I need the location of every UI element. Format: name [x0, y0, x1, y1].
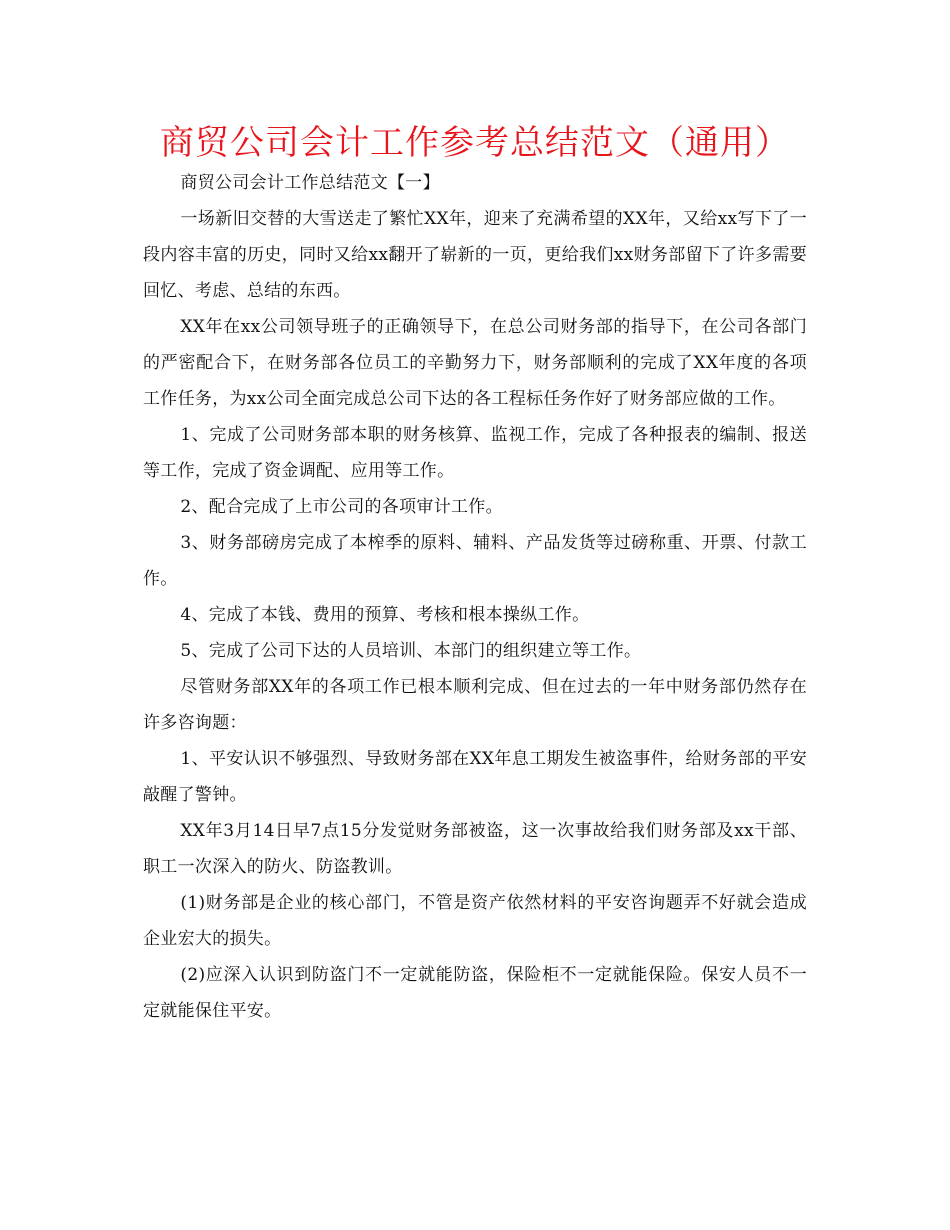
document-body: [143, 165, 807, 1029]
paragraph-item-4: 4、完成了本钱、费用的预算、考核和根本操纵工作。: [180, 605, 590, 625]
paragraph-summary: XX年在xx公司领导班子的正确领导下，在总公司财务部的指导下，在公司各部门的严密配合下，在财务部各位员工的辛勤努力下，财务部顺利的完成了XX年度的各项工作任务，为xx公司全面完成总公司下达的各工程标任务作好了财务部应做的工作。: [143, 317, 807, 409]
document-title: 商贸公司会计工作参考总结范文（通用）: [160, 123, 790, 163]
paragraph-lesson-1: (1)财务部是企业的核心部门，不管是资产依然材料的平安咨询题弄不好就会造成企业宏大的损失。: [143, 893, 807, 949]
paragraph-incident: XX年3月14日早7点15分发觉财务部被盗，这一次事故给我们财务部及xx干部、职工一次深入的防火、防盗教训。: [143, 821, 807, 877]
paragraph-problem-1: 1、平安认识不够强烈、导致财务部在XX年息工期发生被盗事件，给财务部的平安敲醒了警钟。: [143, 749, 807, 805]
section-subheading: 商贸公司会计工作总结范文【一】: [180, 173, 440, 193]
paragraph-problems-intro: 尽管财务部XX年的各项工作已根本顺利完成、但在过去的一年中财务部仍然存在许多咨询题：: [143, 677, 807, 733]
paragraph-item-5: 5、完成了公司下达的人员培训、本部门的组织建立等工作。: [180, 641, 642, 661]
paragraph-item-3: 3、财务部磅房完成了本榨季的原料、辅料、产品发货等过磅称重、开票、付款工作。: [143, 533, 807, 589]
paragraph-intro: 一场新旧交替的大雪送走了繁忙XX年，迎来了充满希望的XX年，又给xx写下了一段内容丰富的历史，同时又给xx翻开了崭新的一页，更给我们xx财务部留下了许多需要回忆、考虑、总结的东西。: [143, 209, 807, 301]
paragraph-item-1: 1、完成了公司财务部本职的财务核算、监视工作，完成了各种报表的编制、报送等工作，完成了资金调配、应用等工作。: [143, 425, 807, 481]
paragraph-item-2: 2、配合完成了上市公司的各项审计工作。: [180, 497, 503, 517]
paragraph-lesson-2: (2)应深入认识到防盗门不一定就能防盗，保险柜不一定就能保险。保安人员不一定就能保住平安。: [143, 965, 807, 1021]
